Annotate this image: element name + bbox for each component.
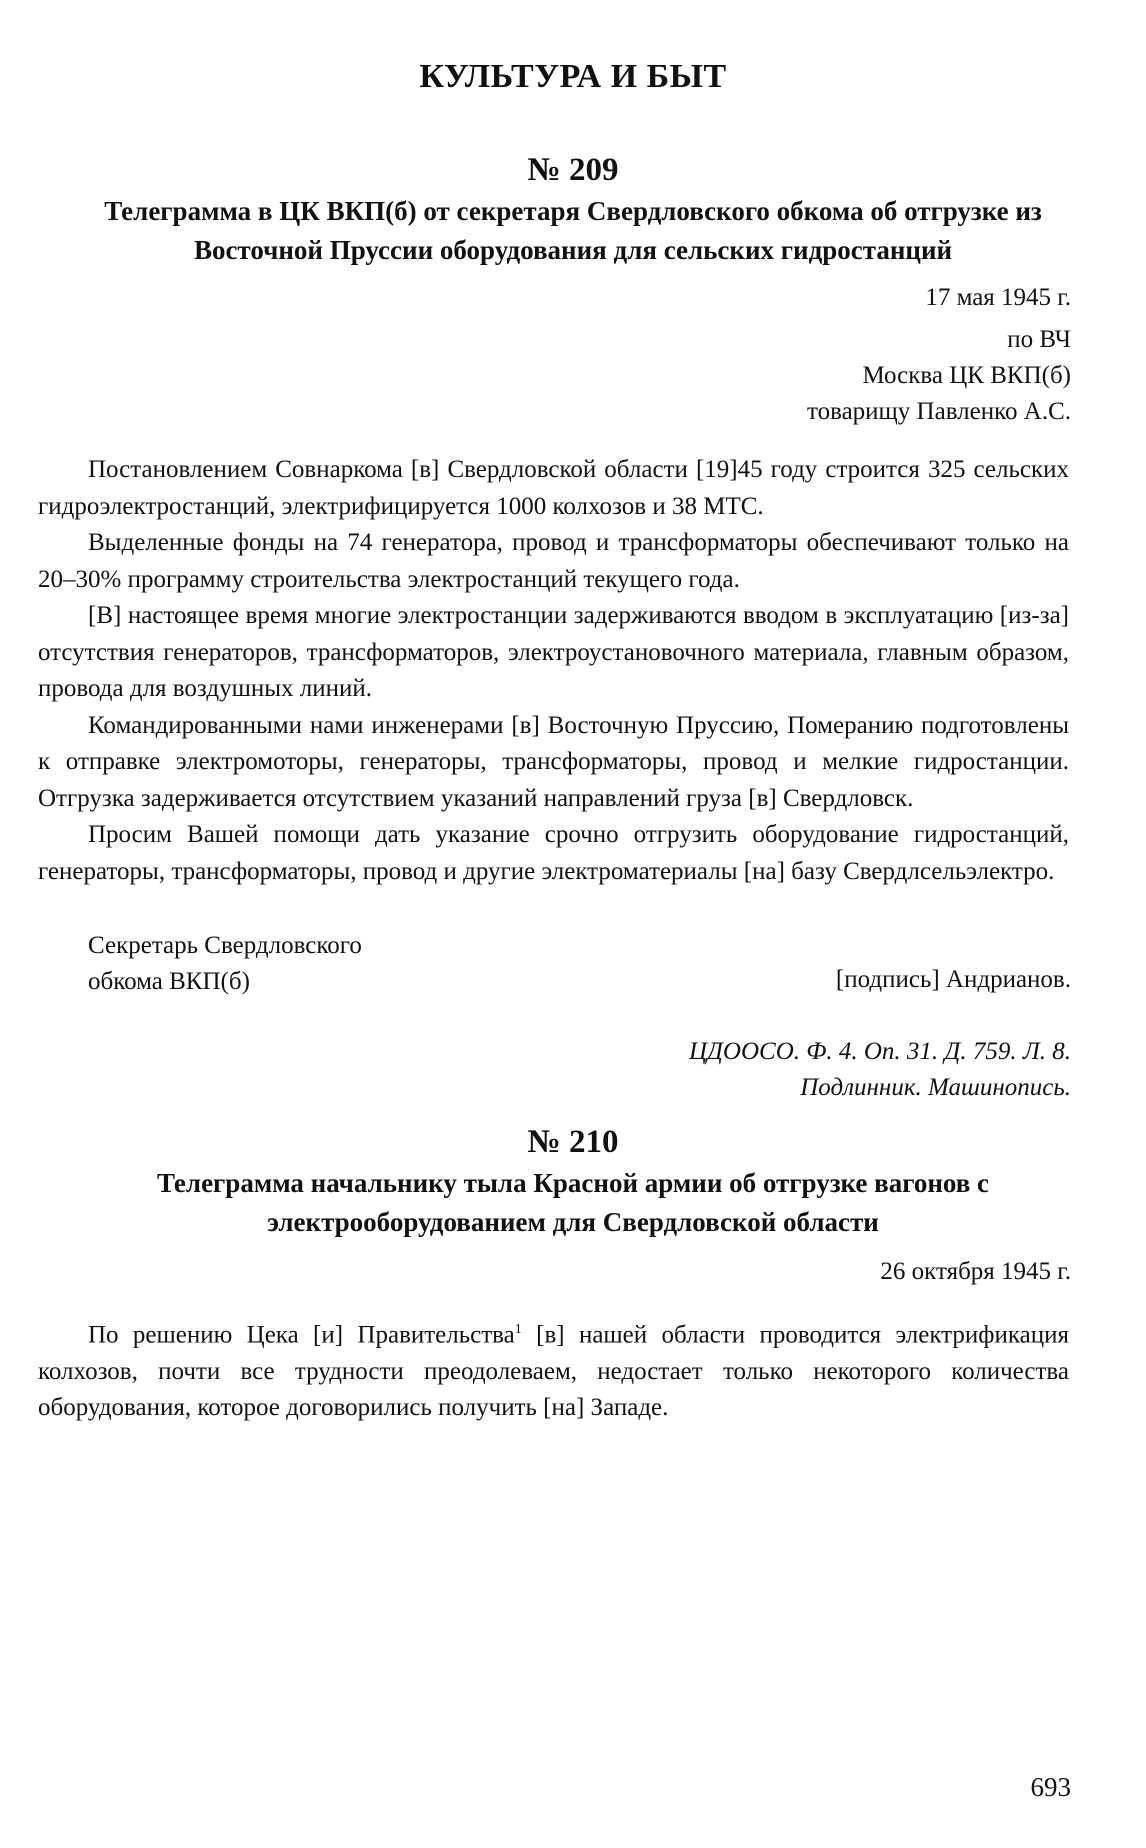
page-number: 693 xyxy=(1030,1772,1071,1802)
doc209-body xyxy=(38,452,1069,890)
archive-line: ЦДООСО. Ф. 4. Оп. 31. Д. 759. Л. 8. xyxy=(688,1038,1071,1065)
signature-position-line: Секретарь Свердловского xyxy=(88,932,362,959)
doc209-title: Телеграмма в ЦК ВКП(б) от секретаря Свердловского обкома об отгрузке из Восточной Пруссии оборудования для сельских гидростанций xyxy=(104,196,1042,265)
doc210-title: Телеграмма начальнику тыла Красной армии об отгрузке вагонов с электрооборудованием для Свердловской области xyxy=(156,1168,990,1237)
address-line: по ВЧ xyxy=(1007,326,1071,353)
doc209-signature-position xyxy=(88,928,362,1000)
doc209-number: № 209 xyxy=(527,152,619,188)
body-paragraph: Командированными нами инженерами [в] Восточную Пруссию, Померанию подготовлены к отправке электромоторы, генераторы, трансформаторы, провод и мелкие гидростанции. Отгрузка задерживается отсутствием указаний направлений груза [в] Свердловск. xyxy=(38,711,1069,812)
address-line: товарищу Павленко А.С. xyxy=(807,398,1071,425)
doc210-body xyxy=(38,1312,1069,1427)
body-paragraph: Просим Вашей помощи дать указание срочно отгрузить оборудование гидростанций, генераторы, трансформаторы, провод и другие электроматериалы [на] базу Свердлсельэлектро. xyxy=(38,821,1069,885)
doc209-date: 17 мая 1945 г. xyxy=(925,284,1071,311)
doc209-address xyxy=(807,322,1071,430)
address-line: Москва ЦК ВКП(б) xyxy=(862,362,1071,389)
doc209-signature-name: [подпись] Андрианов. xyxy=(835,966,1071,993)
doc210-date: 26 октября 1945 г. xyxy=(880,1258,1071,1285)
section-title: КУЛЬТУРА И БЫТ xyxy=(419,58,727,95)
doc210-number: № 210 xyxy=(527,1124,619,1160)
body-paragraph: Выделенные фонды на 74 генератора, провод и трансформаторы обеспечивают только на 20–30% программу строительства электростанций текущего года. xyxy=(38,529,1069,593)
body-paragraph xyxy=(38,1312,1069,1427)
footnote-mark: 1 xyxy=(514,1322,522,1337)
body-paragraph: Постановлением Совнаркома [в] Свердловской области [19]45 году строится 325 сельских гидроэлектростанций, электрифицируется 1000 колхозов и 38 МТС. xyxy=(38,456,1069,520)
paragraph-text: [в] нашей области проводится электрификация колхозов, почти все трудности преодолеваем, недостает только некоторого количества оборудования, которое договорились получить [на] Западе. xyxy=(38,1321,1069,1422)
signature-position-line: обкома ВКП(б) xyxy=(88,968,250,995)
body-paragraph: [В] настоящее время многие электростанции задерживаются вводом в эксплуатацию [из-за] отсутствия генераторов, трансформаторов, электроустановочного материала, главным образом, провода для воздушных линий. xyxy=(38,602,1069,702)
doc209-archive-reference xyxy=(689,1034,1071,1106)
archive-line: Подлинник. Машинопись. xyxy=(800,1074,1071,1101)
paragraph-text: По решению Цека [и] Правительства xyxy=(88,1321,515,1349)
